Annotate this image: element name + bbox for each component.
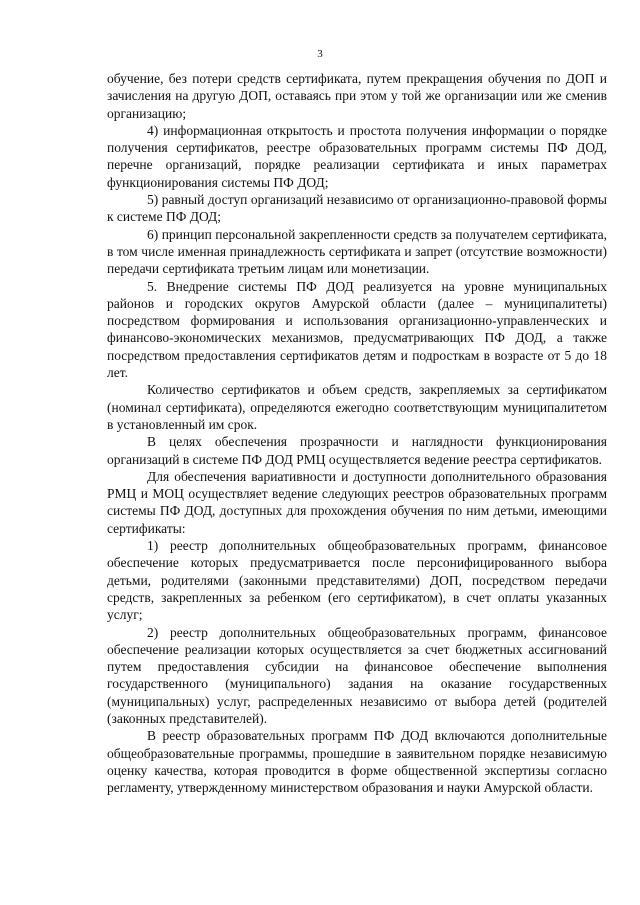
paragraph-registry-2: 2) реестр дополнительных общеобразовательных программ, финансовое обеспечение реализации которых осуществляется за счет бюджетных ассигнований путем предоставления субсидии на финансовое обеспечение выполнения государственного (муниципального) задания на оказание государственных (муниципальных) услуг, распределенных независимо от выбора детей (родителей (законных представителей). bbox=[107, 624, 607, 726]
paragraph-item-5: 5) равный доступ организаций независимо от организационно-правовой формы к системе ПФ ДОД; bbox=[107, 192, 607, 225]
document-body bbox=[107, 70, 607, 796]
paragraph-certificate-quantity: Количество сертификатов и объем средств, закрепляемых за сертификатом (номинал сертификата), определяются ежегодно соответствующим муниципалитетом в установленный им срок. bbox=[107, 382, 607, 432]
paragraph-continuation: обучение, без потери средств сертификата, путем прекращения обучения по ДОП и зачисления на другую ДОП, оставаясь при этом у той же организации или же сменив организацию; bbox=[107, 71, 607, 121]
paragraph-section-5: 5. Внедрение системы ПФ ДОД реализуется на уровне муниципальных районов и городских округов Амурской области (далее – муниципалитеты) посредством формирования и использования организационно-управленческих и финансово-экономических механизмов, предусматривающих ПФ ДОД, а также посредством предоставления сертификатов детям и подросткам в возрасте от 5 до 18 лет. bbox=[107, 278, 607, 381]
paragraph-registry-certificates: В целях обеспечения прозрачности и наглядности функционирования организаций в системе ПФ ДОД РМЦ осуществляется ведение реестра сертификатов. bbox=[107, 434, 607, 467]
page-number: 3 bbox=[317, 48, 323, 60]
paragraph-registries-intro: Для обеспечения вариативности и доступности дополнительного образования РМЦ и МОЦ осуществляет ведение следующих реестров образовательных программ системы ПФ ДОД, доступных для прохождения обучения по ним детьми, имеющими сертификаты: bbox=[107, 468, 607, 536]
paragraph-registry-1: 1) реестр дополнительных общеобразовательных программ, финансовое обеспечение которых предусматривается после персонифицированного выбора детьми, родителями (законными представителями) ДОП, посредством передачи средств, закрепленных за ребенком (его сертификатом), в счет оплаты указанных услуг; bbox=[107, 538, 607, 623]
paragraph-item-4: 4) информационная открытость и простота получения информации о порядке получения сертификатов, реестре образовательных программ системы ПФ ДОД, перечне организаций, порядке реализации сертификата и иных параметрах функционирования системы ПФ ДОД; bbox=[107, 122, 607, 190]
paragraph-item-6: 6) принцип персональной закрепленности средств за получателем сертификата, в том числе именная принадлежность сертификата и запрет (отсутствие возможности) передачи сертификата третьим лицам или монетизации. bbox=[107, 226, 607, 277]
paragraph-registry-inclusion: В реестр образовательных программ ПФ ДОД включаются дополнительные общеобразовательные программы, прошедшие в заявительном порядке независимую оценку качества, которая проводится в форме общественной экспертизы согласно регламенту, утвержденному министерством образования и науки Амурской области. bbox=[107, 728, 607, 796]
